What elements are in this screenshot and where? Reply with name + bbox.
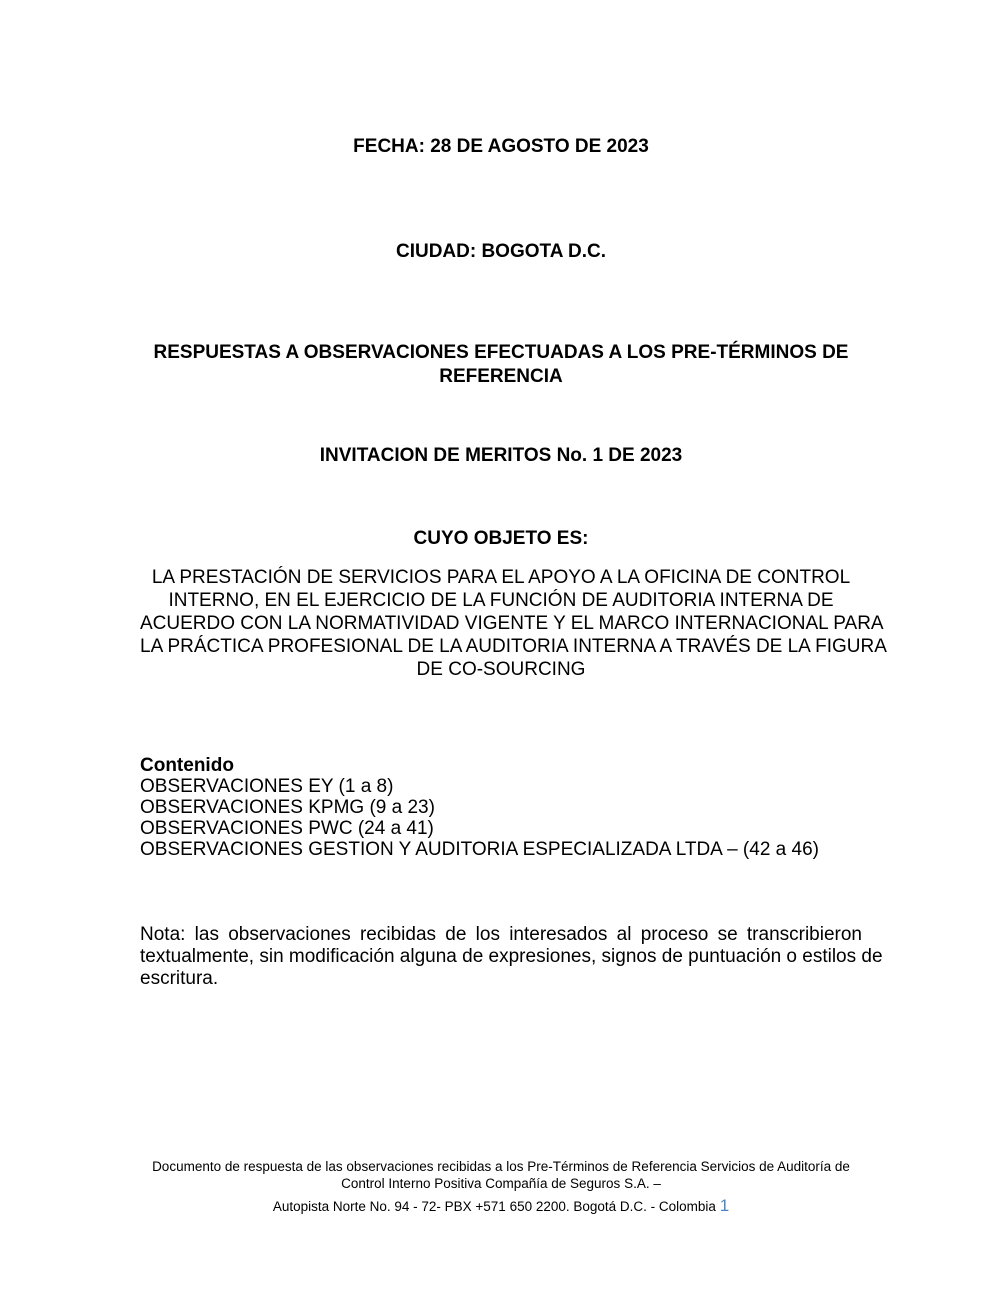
document-title-line-2: REFERENCIA [439, 366, 563, 387]
contents-section [140, 755, 862, 860]
note-paragraph [140, 924, 883, 990]
footer-description-line-2: Control Interno Positiva Compañía de Seguros S.A. – [341, 1176, 661, 1191]
contents-item: OBSERVACIONES PWC (24 a 41) [140, 818, 434, 839]
footer-address-text: Autopista Norte No. 94 - 72- PBX +571 650 2200. Bogotá D.C. - Colombia [272, 1199, 716, 1214]
note-paragraph-line: Nota: las observaciones recibidas de los interesados al proceso se transcribieron [140, 924, 862, 945]
note-paragraph-line: textualmente, sin modificación alguna de expresiones, signos de puntuación o estilos de [140, 946, 883, 967]
object-paragraph-line: LA PRÁCTICA PROFESIONAL DE LA AUDITORIA INTERNA A TRAVÉS DE LA FIGURA [140, 636, 887, 657]
note-paragraph-line: escritura. [140, 968, 219, 989]
object-paragraph [140, 566, 887, 681]
document-title-line-1: RESPUESTAS A OBSERVACIONES EFECTUADAS A LOS PRE-TÉRMINOS DE [153, 342, 849, 363]
object-paragraph-line: ACUERDO CON LA NORMATIVIDAD VIGENTE Y EL MARCO INTERNACIONAL PARA [140, 613, 884, 634]
object-paragraph-line: INTERNO, EN EL EJERCICIO DE LA FUNCIÓN DE AUDITORIA INTERNA DE [168, 590, 834, 611]
object-paragraph-line: LA PRESTACIÓN DE SERVICIOS PARA EL APOYO A LA OFICINA DE CONTROL [151, 567, 851, 588]
footer-description-line-1: Documento de respuesta de las observaciones recibidas a los Pre-Términos de Referencia Servicios de Auditoría de [152, 1159, 850, 1174]
document-title [140, 341, 862, 389]
contents-item: OBSERVACIONES KPMG (9 a 23) [140, 797, 435, 818]
footer-address [140, 1196, 862, 1216]
object-heading: CUYO OBJETO ES: [413, 528, 589, 549]
contents-item: OBSERVACIONES GESTION Y AUDITORIA ESPECIALIZADA LTDA – (42 a 46) [140, 839, 819, 860]
contents-item: OBSERVACIONES EY (1 a 8) [140, 776, 394, 797]
invitation-heading: INVITACION DE MERITOS No. 1 DE 2023 [319, 445, 683, 466]
contents-heading: Contenido [140, 755, 234, 776]
city-heading: CIUDAD: BOGOTA D.C. [395, 241, 607, 262]
footer-description [140, 1158, 862, 1192]
object-paragraph-line: DE CO-SOURCING [416, 659, 586, 680]
page-number: 1 [719, 1196, 730, 1215]
date-heading: FECHA: 28 DE AGOSTO DE 2023 [353, 136, 649, 157]
